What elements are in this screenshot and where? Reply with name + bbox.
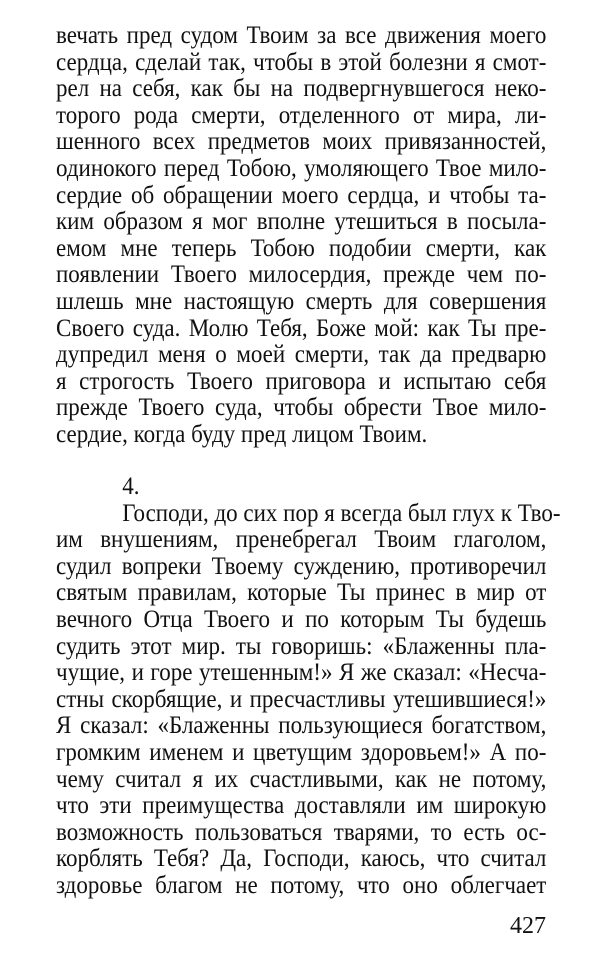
text-line: Своего суда. Молю Тебя, Боже мой: как Ты пре- [56,314,547,342]
text-line: появлении Твоего милосердия, прежде чем по- [56,261,547,289]
page-body [56,22,561,900]
text-line: чущие, и горе утешенным!» Я же сказал: «Несча- [56,659,547,687]
text-line: что эти преимущества доставляли им широкую [56,792,547,820]
paragraph-1 [56,23,546,449]
text-line: сердца, сделай так, чтобы в этой болезни я смот- [56,48,547,76]
page-number: 427 [510,913,546,939]
text-line: торого рода смерти, отделенного от мира, ли- [56,101,547,129]
text-line: я строгость Твоего приговора и испытаю себя [56,367,547,395]
text-line: одинокого перед Тобою, умоляющего Твое мило- [56,154,547,182]
text-line: здоровье благом не потому, что оно облегчает [56,871,547,899]
text-line: Господи, до сих пор я всегда был глух к Тво- [122,499,561,527]
text-line: вечать пред судом Твоим за все движения моего [56,22,547,49]
text-line: судить этот мир. ты говоришь: «Блаженны пла- [56,632,547,660]
text-line: корблять Тебя? Да, Господи, каюсь, что считал [56,845,547,873]
text-line: рел на себя, как бы на подвергнувшегося неко- [56,75,547,103]
paragraph-2 [56,499,561,900]
text-line: емом мне теперь Тобою подобии смерти, как [56,234,547,262]
text-line: возможность пользоваться тварями, то есть ос- [56,818,547,846]
text-line: ким образом я мог вполне утешиться в посыла- [56,208,547,236]
text-line: сердие, когда буду пред лицом Твоим. [56,420,428,448]
text-line: чему считал я их счастливыми, как не потому, [56,765,547,793]
text-line: прежде Твоего суда, чтобы обрести Твое мило- [56,394,547,422]
section-number: 4. [122,473,140,500]
text-line: дупредил меня о моей смерти, так да предварю [56,341,547,369]
text-line: шенного всех предметов моих привязанностей, [56,128,547,156]
text-line: вечного Отца Твоего и по которым Ты будешь [56,605,547,633]
text-line: стны скорбящие, и пресчастливы утешившиеся!» [56,685,547,713]
text-line: сердие об обращении моего сердца, и чтобы та- [56,181,547,209]
text-line: судил вопреки Твоему суждению, противоречил [56,552,547,580]
text-line: Я сказал: «Блаженны пользующиеся богатством, [56,712,547,740]
text-line: шлешь мне настоящую смерть для совершения [56,287,547,315]
text-line: святым правилам, которые Ты принес в мир от [56,579,547,607]
text-line: громким именем и цветущим здоровьем!» А по- [56,738,547,766]
text-line: им внушениям, пренебрегал Твоим глаголом, [56,526,547,554]
section-gap [56,449,546,475]
